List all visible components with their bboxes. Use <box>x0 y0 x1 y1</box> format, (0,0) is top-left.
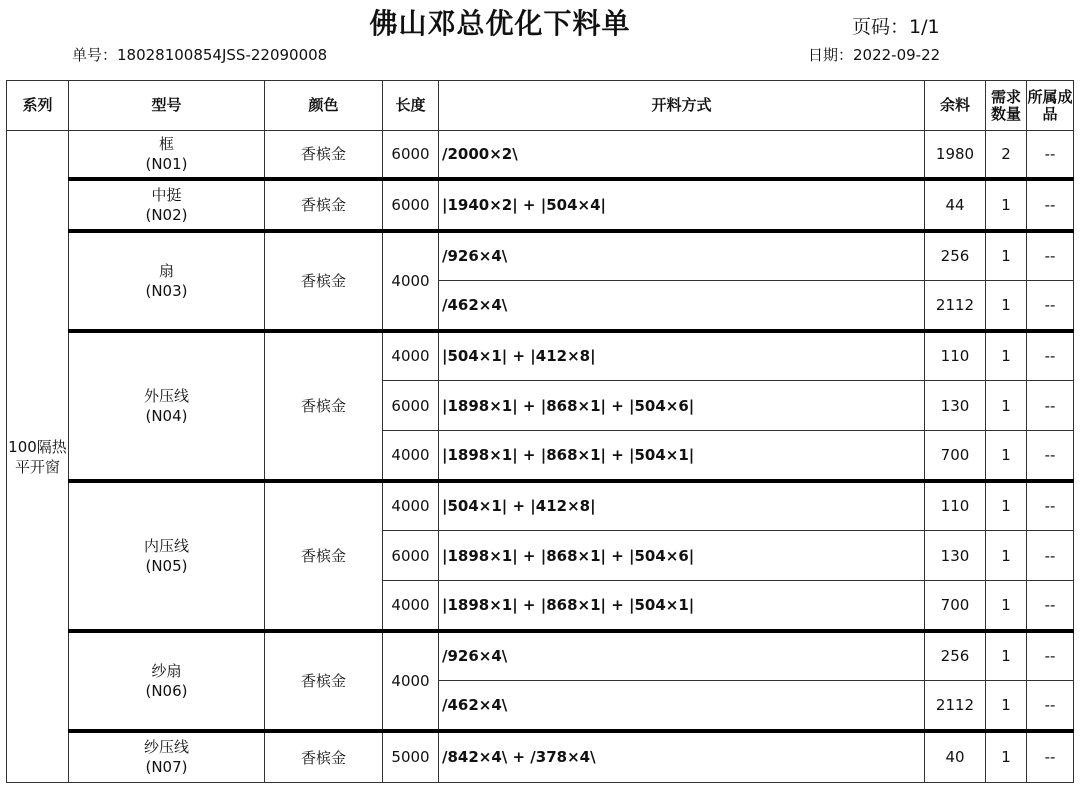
method-cell: /842×4\ + /378×4\ <box>439 731 925 783</box>
product-cell: -- <box>1027 381 1074 431</box>
color-cell: 香槟金 <box>265 231 383 331</box>
cutting-table <box>6 80 1074 783</box>
table-body <box>7 131 1074 783</box>
model-cell <box>69 131 265 179</box>
col-header-series: 系列 <box>7 81 69 131</box>
length-cell: 6000 <box>383 531 439 581</box>
col-header-method: 开料方式 <box>439 81 925 131</box>
table-row <box>7 231 1074 281</box>
model-code: (N05) <box>145 556 188 575</box>
length-cell: 5000 <box>383 731 439 783</box>
length-cell: 6000 <box>383 179 439 231</box>
series-cell: 100隔热平开窗 <box>7 131 69 783</box>
model-name: 框 <box>158 134 174 153</box>
remain-cell: 130 <box>925 381 986 431</box>
remain-cell: 700 <box>925 581 986 631</box>
color-cell: 香槟金 <box>265 731 383 783</box>
length-cell: 6000 <box>383 381 439 431</box>
method-cell: /462×4\ <box>439 281 925 331</box>
method-cell: /462×4\ <box>439 681 925 731</box>
method-cell: |1898×1| + |868×1| + |504×6| <box>439 531 925 581</box>
col-header-qty: 需求数量 <box>986 81 1027 131</box>
length-cell: 4000 <box>383 431 439 481</box>
qty-cell: 1 <box>986 381 1027 431</box>
table-row <box>7 731 1074 783</box>
table-row <box>7 481 1074 531</box>
method-cell: /2000×2\ <box>439 131 925 179</box>
product-cell: -- <box>1027 631 1074 681</box>
product-cell: -- <box>1027 281 1074 331</box>
col-header-color: 颜色 <box>265 81 383 131</box>
model-cell <box>69 231 265 331</box>
product-cell: -- <box>1027 681 1074 731</box>
model-name: 内压线 <box>143 536 189 555</box>
product-cell: -- <box>1027 731 1074 783</box>
qty-cell: 1 <box>986 179 1027 231</box>
color-cell: 香槟金 <box>265 631 383 731</box>
document-date: 日期：2022-09-22 <box>808 46 941 64</box>
remain-cell: 700 <box>925 431 986 481</box>
model-name: 纱扇 <box>151 661 182 680</box>
remain-cell: 110 <box>925 331 986 381</box>
model-code: (N04) <box>145 406 188 425</box>
remain-cell: 40 <box>925 731 986 783</box>
qty-cell: 1 <box>986 431 1027 481</box>
color-cell: 香槟金 <box>265 179 383 231</box>
length-cell: 4000 <box>383 631 439 731</box>
product-cell: -- <box>1027 131 1074 179</box>
model-name: 中挺 <box>151 185 182 204</box>
length-cell: 6000 <box>383 131 439 179</box>
method-cell: |1898×1| + |868×1| + |504×1| <box>439 431 925 481</box>
col-header-length: 长度 <box>383 81 439 131</box>
method-cell: |504×1| + |412×8| <box>439 331 925 381</box>
length-cell: 4000 <box>383 481 439 531</box>
remain-cell: 2112 <box>925 281 986 331</box>
method-cell: |1898×1| + |868×1| + |504×1| <box>439 581 925 631</box>
qty-cell: 1 <box>986 481 1027 531</box>
qty-cell: 1 <box>986 231 1027 281</box>
model-code: (N07) <box>145 758 188 777</box>
qty-cell: 1 <box>986 581 1027 631</box>
sheet-title: 佛山邓总优化下料单 <box>369 7 631 40</box>
color-cell: 香槟金 <box>265 131 383 179</box>
product-cell: -- <box>1027 231 1074 281</box>
model-cell <box>69 731 265 783</box>
qty-cell: 1 <box>986 631 1027 681</box>
product-cell: -- <box>1027 431 1074 481</box>
table-row <box>7 331 1074 381</box>
col-header-product: 所属成品 <box>1027 81 1074 131</box>
model-code: (N01) <box>145 154 188 173</box>
model-name: 纱压线 <box>143 738 189 757</box>
table-row <box>7 131 1074 179</box>
col-header-remain: 余料 <box>925 81 986 131</box>
remain-cell: 44 <box>925 179 986 231</box>
remain-cell: 2112 <box>925 681 986 731</box>
product-cell: -- <box>1027 179 1074 231</box>
model-code: (N06) <box>145 681 188 700</box>
product-cell: -- <box>1027 531 1074 581</box>
document-number: 单号：18028100854JSS-22090008 <box>72 46 328 64</box>
qty-cell: 2 <box>986 131 1027 179</box>
model-name: 扇 <box>158 261 174 280</box>
method-cell: /926×4\ <box>439 231 925 281</box>
method-cell: |1940×2| + |504×4| <box>439 179 925 231</box>
remain-cell: 256 <box>925 231 986 281</box>
method-cell: |504×1| + |412×8| <box>439 481 925 531</box>
length-cell: 4000 <box>383 231 439 331</box>
product-cell: -- <box>1027 581 1074 631</box>
color-cell: 香槟金 <box>265 481 383 631</box>
table-row <box>7 631 1074 681</box>
remain-cell: 130 <box>925 531 986 581</box>
model-name: 外压线 <box>143 386 189 405</box>
length-cell: 4000 <box>383 581 439 631</box>
model-cell <box>69 481 265 631</box>
qty-cell: 1 <box>986 531 1027 581</box>
page-number: 页码：1/1 <box>852 16 940 38</box>
header-row <box>7 81 1074 131</box>
color-cell: 香槟金 <box>265 331 383 481</box>
qty-cell: 1 <box>986 281 1027 331</box>
product-cell: -- <box>1027 481 1074 531</box>
model-cell <box>69 179 265 231</box>
model-code: (N03) <box>145 281 188 300</box>
model-code: (N02) <box>145 205 188 224</box>
product-cell: -- <box>1027 331 1074 381</box>
remain-cell: 1980 <box>925 131 986 179</box>
model-cell <box>69 631 265 731</box>
qty-cell: 1 <box>986 331 1027 381</box>
model-cell <box>69 331 265 481</box>
method-cell: |1898×1| + |868×1| + |504×6| <box>439 381 925 431</box>
col-header-model: 型号 <box>69 81 265 131</box>
length-cell: 4000 <box>383 331 439 381</box>
qty-cell: 1 <box>986 731 1027 783</box>
method-cell: /926×4\ <box>439 631 925 681</box>
table-row <box>7 179 1074 231</box>
remain-cell: 110 <box>925 481 986 531</box>
qty-cell: 1 <box>986 681 1027 731</box>
remain-cell: 256 <box>925 631 986 681</box>
